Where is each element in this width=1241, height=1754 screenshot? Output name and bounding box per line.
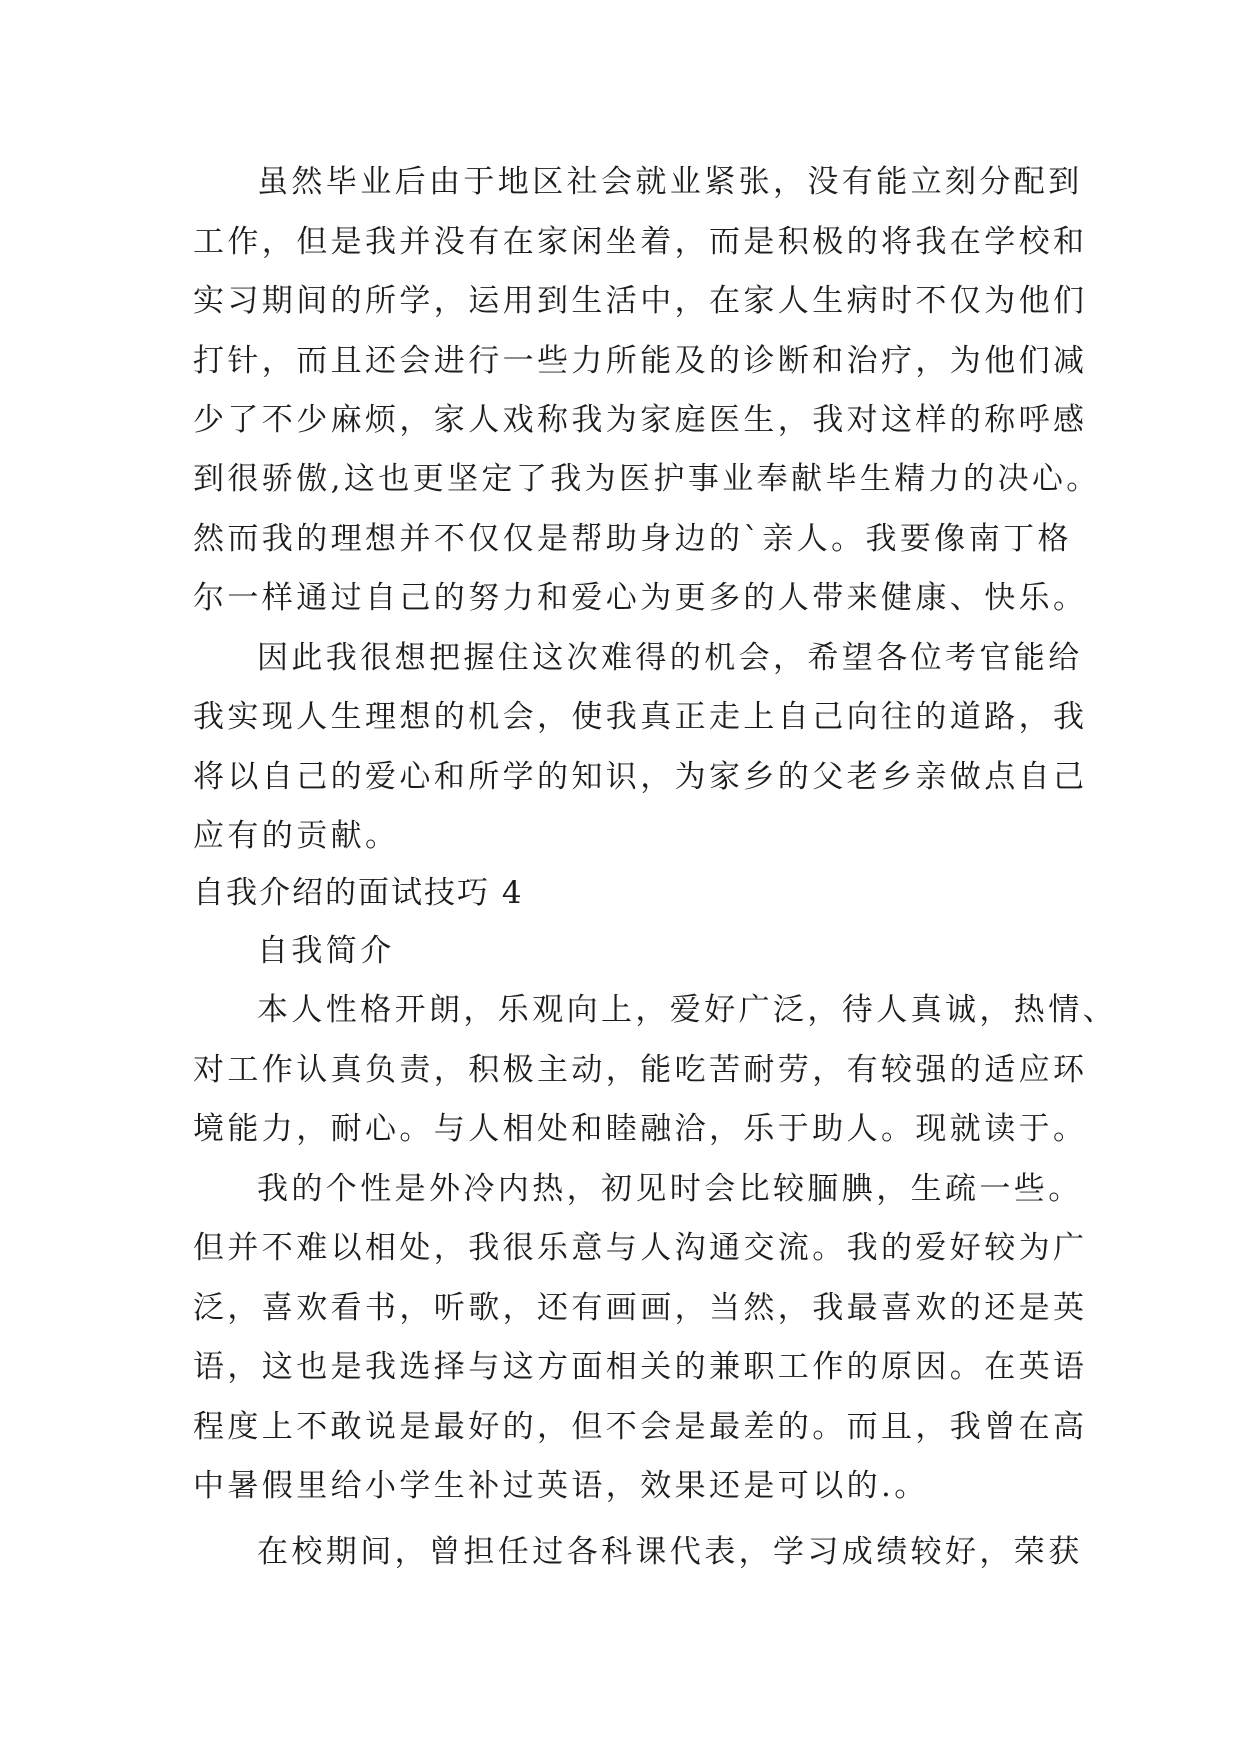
paragraph-line: 在校期间，曾担任过各科课代表，学习成绩较好，荣获 [257, 1534, 1083, 1570]
paragraph-line: 我实现人生理想的机会，使我真正走上自己向往的道路，我 [193, 699, 1088, 735]
paragraph-line: 打针，而且还会进行一些力所能及的诊断和治疗，为他们减 [193, 343, 1088, 379]
paragraph-line: 我的个性是外冷内热，初见时会比较腼腆，生疏一些。 [257, 1171, 1083, 1207]
paragraph-line: 少了不少麻烦，家人戏称我为家庭医生，我对这样的称呼感 [193, 402, 1088, 438]
paragraph-line: 到很骄傲,这也更坚定了我为医护事业奉献毕生精力的决心。 [193, 461, 1101, 497]
paragraph-line: 尔一样通过自己的努力和爱心为更多的人带来健康、快乐。 [193, 580, 1088, 616]
paragraph-line: 但并不难以相处，我很乐意与人沟通交流。我的爱好较为广 [193, 1230, 1088, 1266]
paragraph-line: 程度上不敢说是最好的，但不会是最差的。而且，我曾在高 [193, 1409, 1088, 1445]
paragraph-line: 工作，但是我并没有在家闲坐着，而是积极的将我在学校和 [193, 224, 1088, 260]
paragraph-line: 然而我的理想并不仅仅是帮助身边的`亲人。我要像南丁格 [193, 521, 1072, 557]
section-heading: 自我介绍的面试技巧 4 [193, 875, 524, 911]
paragraph-line: 本人性格开朗，乐观向上，爱好广泛，待人真诚，热情、 [257, 992, 1117, 1028]
paragraph-line: 泛，喜欢看书，听歌，还有画画，当然，我最喜欢的还是英 [193, 1290, 1088, 1326]
paragraph-line: 境能力，耐心。与人相处和睦融洽，乐于助人。现就读于。 [193, 1111, 1088, 1147]
paragraph-line: 中暑假里给小学生补过英语，效果还是可以的.。 [193, 1468, 929, 1504]
paragraph-line: 因此我很想把握住这次难得的机会，希望各位考官能给 [257, 640, 1083, 676]
paragraph-line: 实习期间的所学，运用到生活中，在家人生病时不仅为他们 [193, 283, 1088, 319]
paragraph-line: 对工作认真负责，积极主动，能吃苦耐劳，有较强的适应环 [193, 1052, 1088, 1088]
paragraph-line: 应有的贡献。 [193, 818, 400, 854]
paragraph-line: 语，这也是我选择与这方面相关的兼职工作的原因。在英语 [193, 1349, 1088, 1385]
subsection-title: 自我简介 [257, 933, 395, 969]
paragraph-line: 将以自己的爱心和所学的知识，为家乡的父老乡亲做点自己 [193, 759, 1088, 795]
paragraph-line: 虽然毕业后由于地区社会就业紧张，没有能立刻分配到 [257, 164, 1083, 200]
